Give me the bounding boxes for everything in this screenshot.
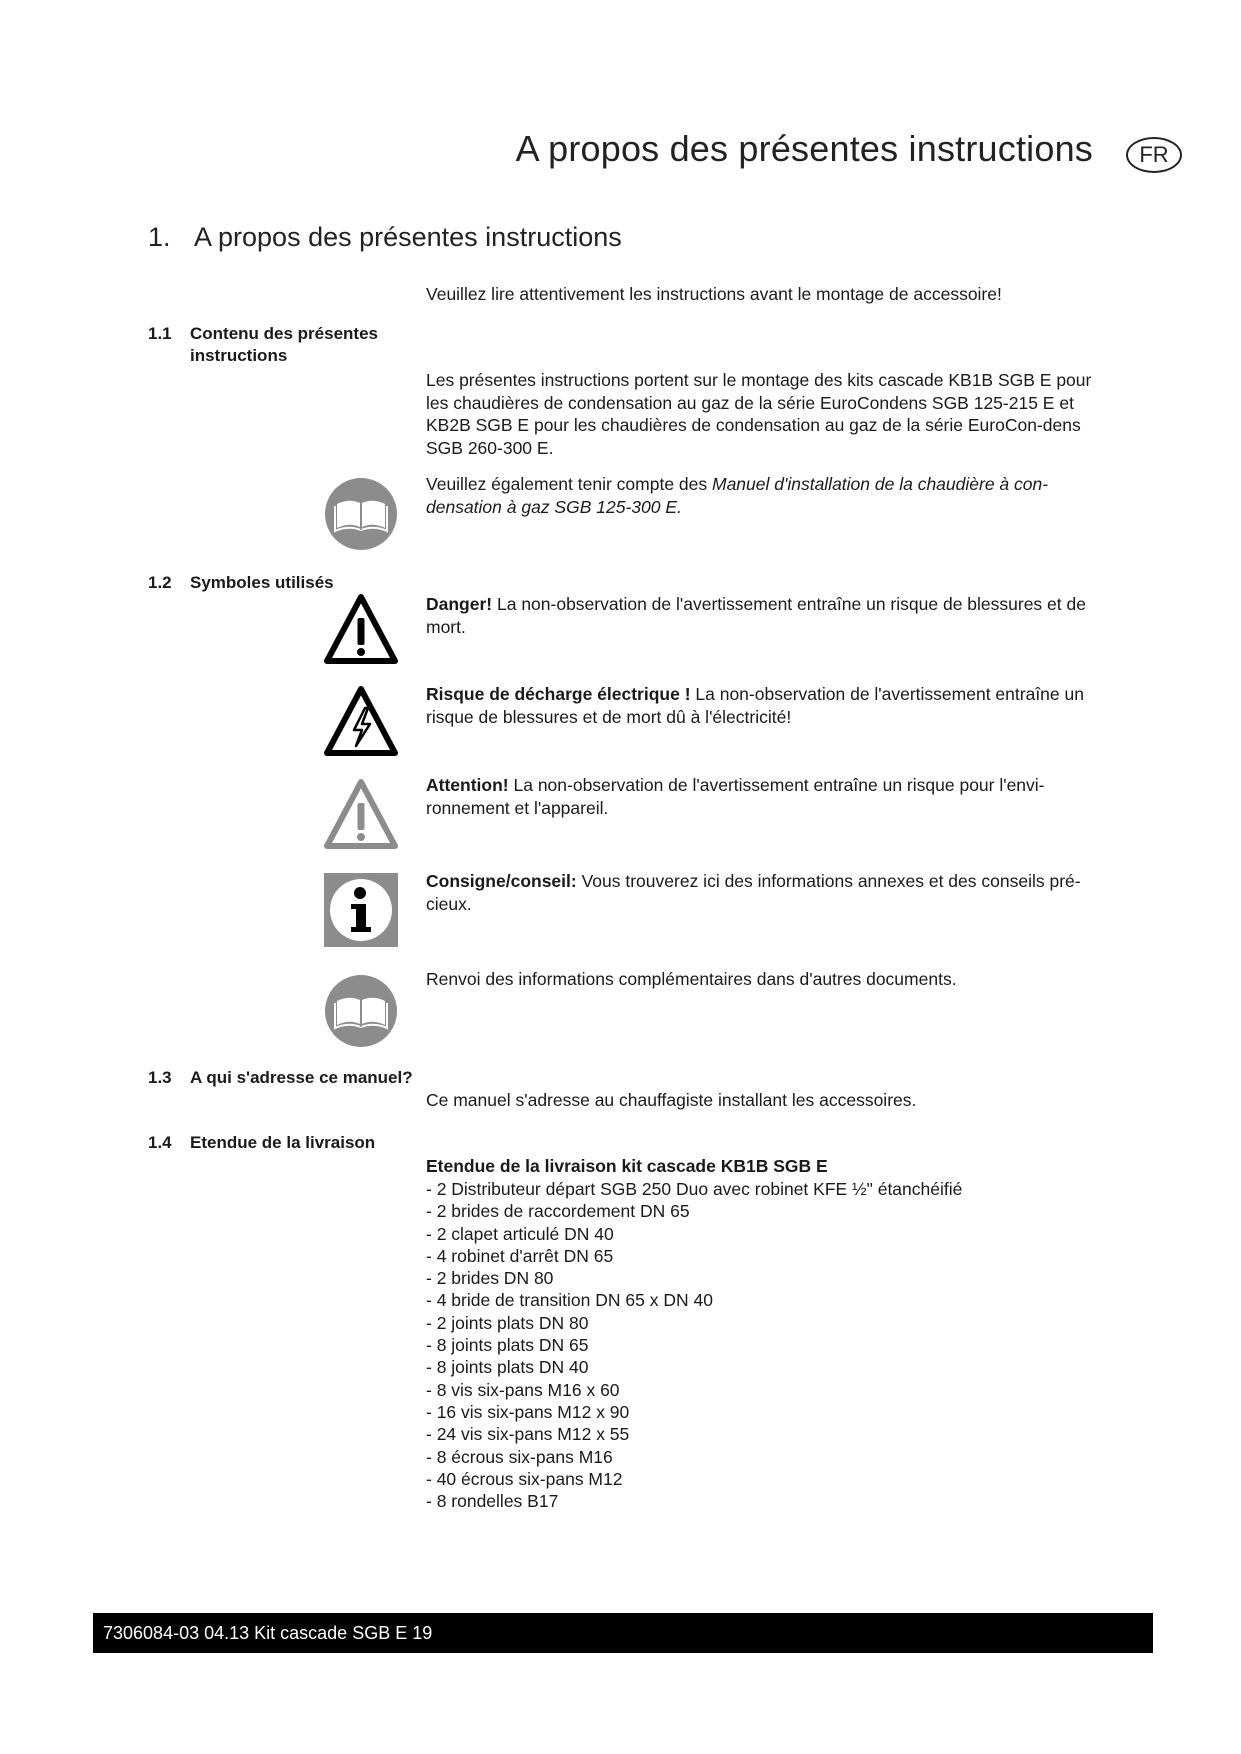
electric-label: Risque de décharge électrique ! [426, 684, 691, 704]
info-icon [323, 872, 399, 948]
list-item: - 8 rondelles B17 [426, 1491, 559, 1512]
section-heading-1-3 [148, 1067, 448, 1091]
chapter-title-text: A propos des présentes instructions [194, 222, 622, 252]
footer-bar [93, 1613, 1153, 1653]
attention-text: La non-observation de l'avertissement entraîne un risque pour l'envi-ronnement et l'appareil. [426, 775, 1045, 818]
manual-note-title: Manuel d'installation de la chaudière à con-densation à gaz SGB 125-300 E. [426, 474, 1049, 517]
section-heading-1-4 [148, 1132, 448, 1156]
attention-label: Attention! [426, 775, 509, 795]
reference-book-icon [323, 973, 399, 1049]
manual-note [426, 473, 1096, 518]
chapter-title [148, 222, 622, 253]
list-item: - 8 joints plats DN 65 [426, 1335, 589, 1356]
list-item: - 4 bride de transition DN 65 x DN 40 [426, 1290, 713, 1311]
list-item: - 8 écrous six-pans M16 [426, 1446, 613, 1467]
section-number: 1.4 [148, 1133, 172, 1152]
attention-description [426, 774, 1096, 819]
section-number: 1.3 [148, 1068, 172, 1087]
reference-description: Renvoi des informations complémentaires dans d'autres documents. [426, 969, 957, 989]
language-badge: FR [1126, 137, 1182, 173]
list-item: - 2 brides DN 80 [426, 1268, 554, 1289]
page-header-title: A propos des présentes instructions [515, 128, 1093, 169]
manual-note-prefix: Veuillez également tenir compte des [426, 474, 712, 494]
section-title: Symboles utilisés [190, 573, 334, 592]
footer-text: 7306084-03 04.13 Kit cascade SGB E 19 [103, 1622, 433, 1643]
delivery-heading: Etendue de la livraison kit cascade KB1B SGB E [426, 1156, 828, 1176]
section-title: Contenu des présentes instructions [190, 324, 378, 365]
manual-book-icon [323, 476, 399, 552]
section-heading-1-2 [148, 572, 448, 596]
info-text: Vous trouverez ici des informations annexes et des conseils pré-cieux. [426, 871, 1081, 914]
electric-shock-icon [323, 684, 399, 760]
section-number: 1.2 [148, 573, 172, 592]
audience-text: Ce manuel s'adresse au chauffagiste installant les accessoires. [426, 1090, 917, 1110]
intro-text: Veuillez lire attentivement les instructions avant le montage de accessoire! [426, 284, 1002, 304]
electric-description [426, 683, 1096, 728]
danger-warning-icon [323, 592, 399, 668]
list-item: - 16 vis six-pans M12 x 90 [426, 1401, 630, 1422]
chapter-number: 1. [148, 222, 171, 252]
electric-text: La non-observation de l'avertissement entraîne un risque de blessures et de mort dû à l'électricité! [426, 684, 1084, 727]
list-item: - 8 joints plats DN 40 [426, 1357, 589, 1378]
info-label: Consigne/conseil: [426, 871, 577, 891]
danger-description [426, 593, 1096, 638]
list-item: - 2 Distributeur départ SGB 250 Duo avec robinet KFE ½" étanchéifié [426, 1179, 963, 1199]
list-item: - 8 vis six-pans M16 x 60 [426, 1379, 620, 1400]
list-item: - 2 brides de raccordement DN 65 [426, 1201, 690, 1222]
list-item: - 2 clapet articulé DN 40 [426, 1223, 614, 1244]
list-item: - 40 écrous six-pans M12 [426, 1468, 623, 1489]
section-title: A qui s'adresse ce manuel? [190, 1068, 413, 1087]
list-item: - 4 robinet d'arrêt DN 65 [426, 1245, 614, 1266]
list-item: - 24 vis six-pans M12 x 55 [426, 1424, 630, 1445]
info-description [426, 870, 1096, 915]
section-number: 1.1 [148, 324, 172, 343]
attention-warning-icon [323, 777, 399, 853]
danger-text: La non-observation de l'avertissement entraîne un risque de blessures et de mort. [426, 594, 1086, 637]
list-item: - 2 joints plats DN 80 [426, 1312, 589, 1333]
delivery-list [426, 1178, 1096, 1512]
section-heading-1-1 [148, 323, 448, 369]
danger-label: Danger! [426, 594, 493, 614]
section-title: Etendue de la livraison [190, 1133, 376, 1152]
contents-paragraph: Les présentes instructions portent sur le montage des kits cascade KB1B SGB E pour les chaudières de condensation au gaz de la série EuroCondens SGB 125-215 E et KB2B SGB E pour les chaudières de condensation au gaz de la série EuroCon-dens SGB 260-300 E. [426, 370, 1092, 458]
